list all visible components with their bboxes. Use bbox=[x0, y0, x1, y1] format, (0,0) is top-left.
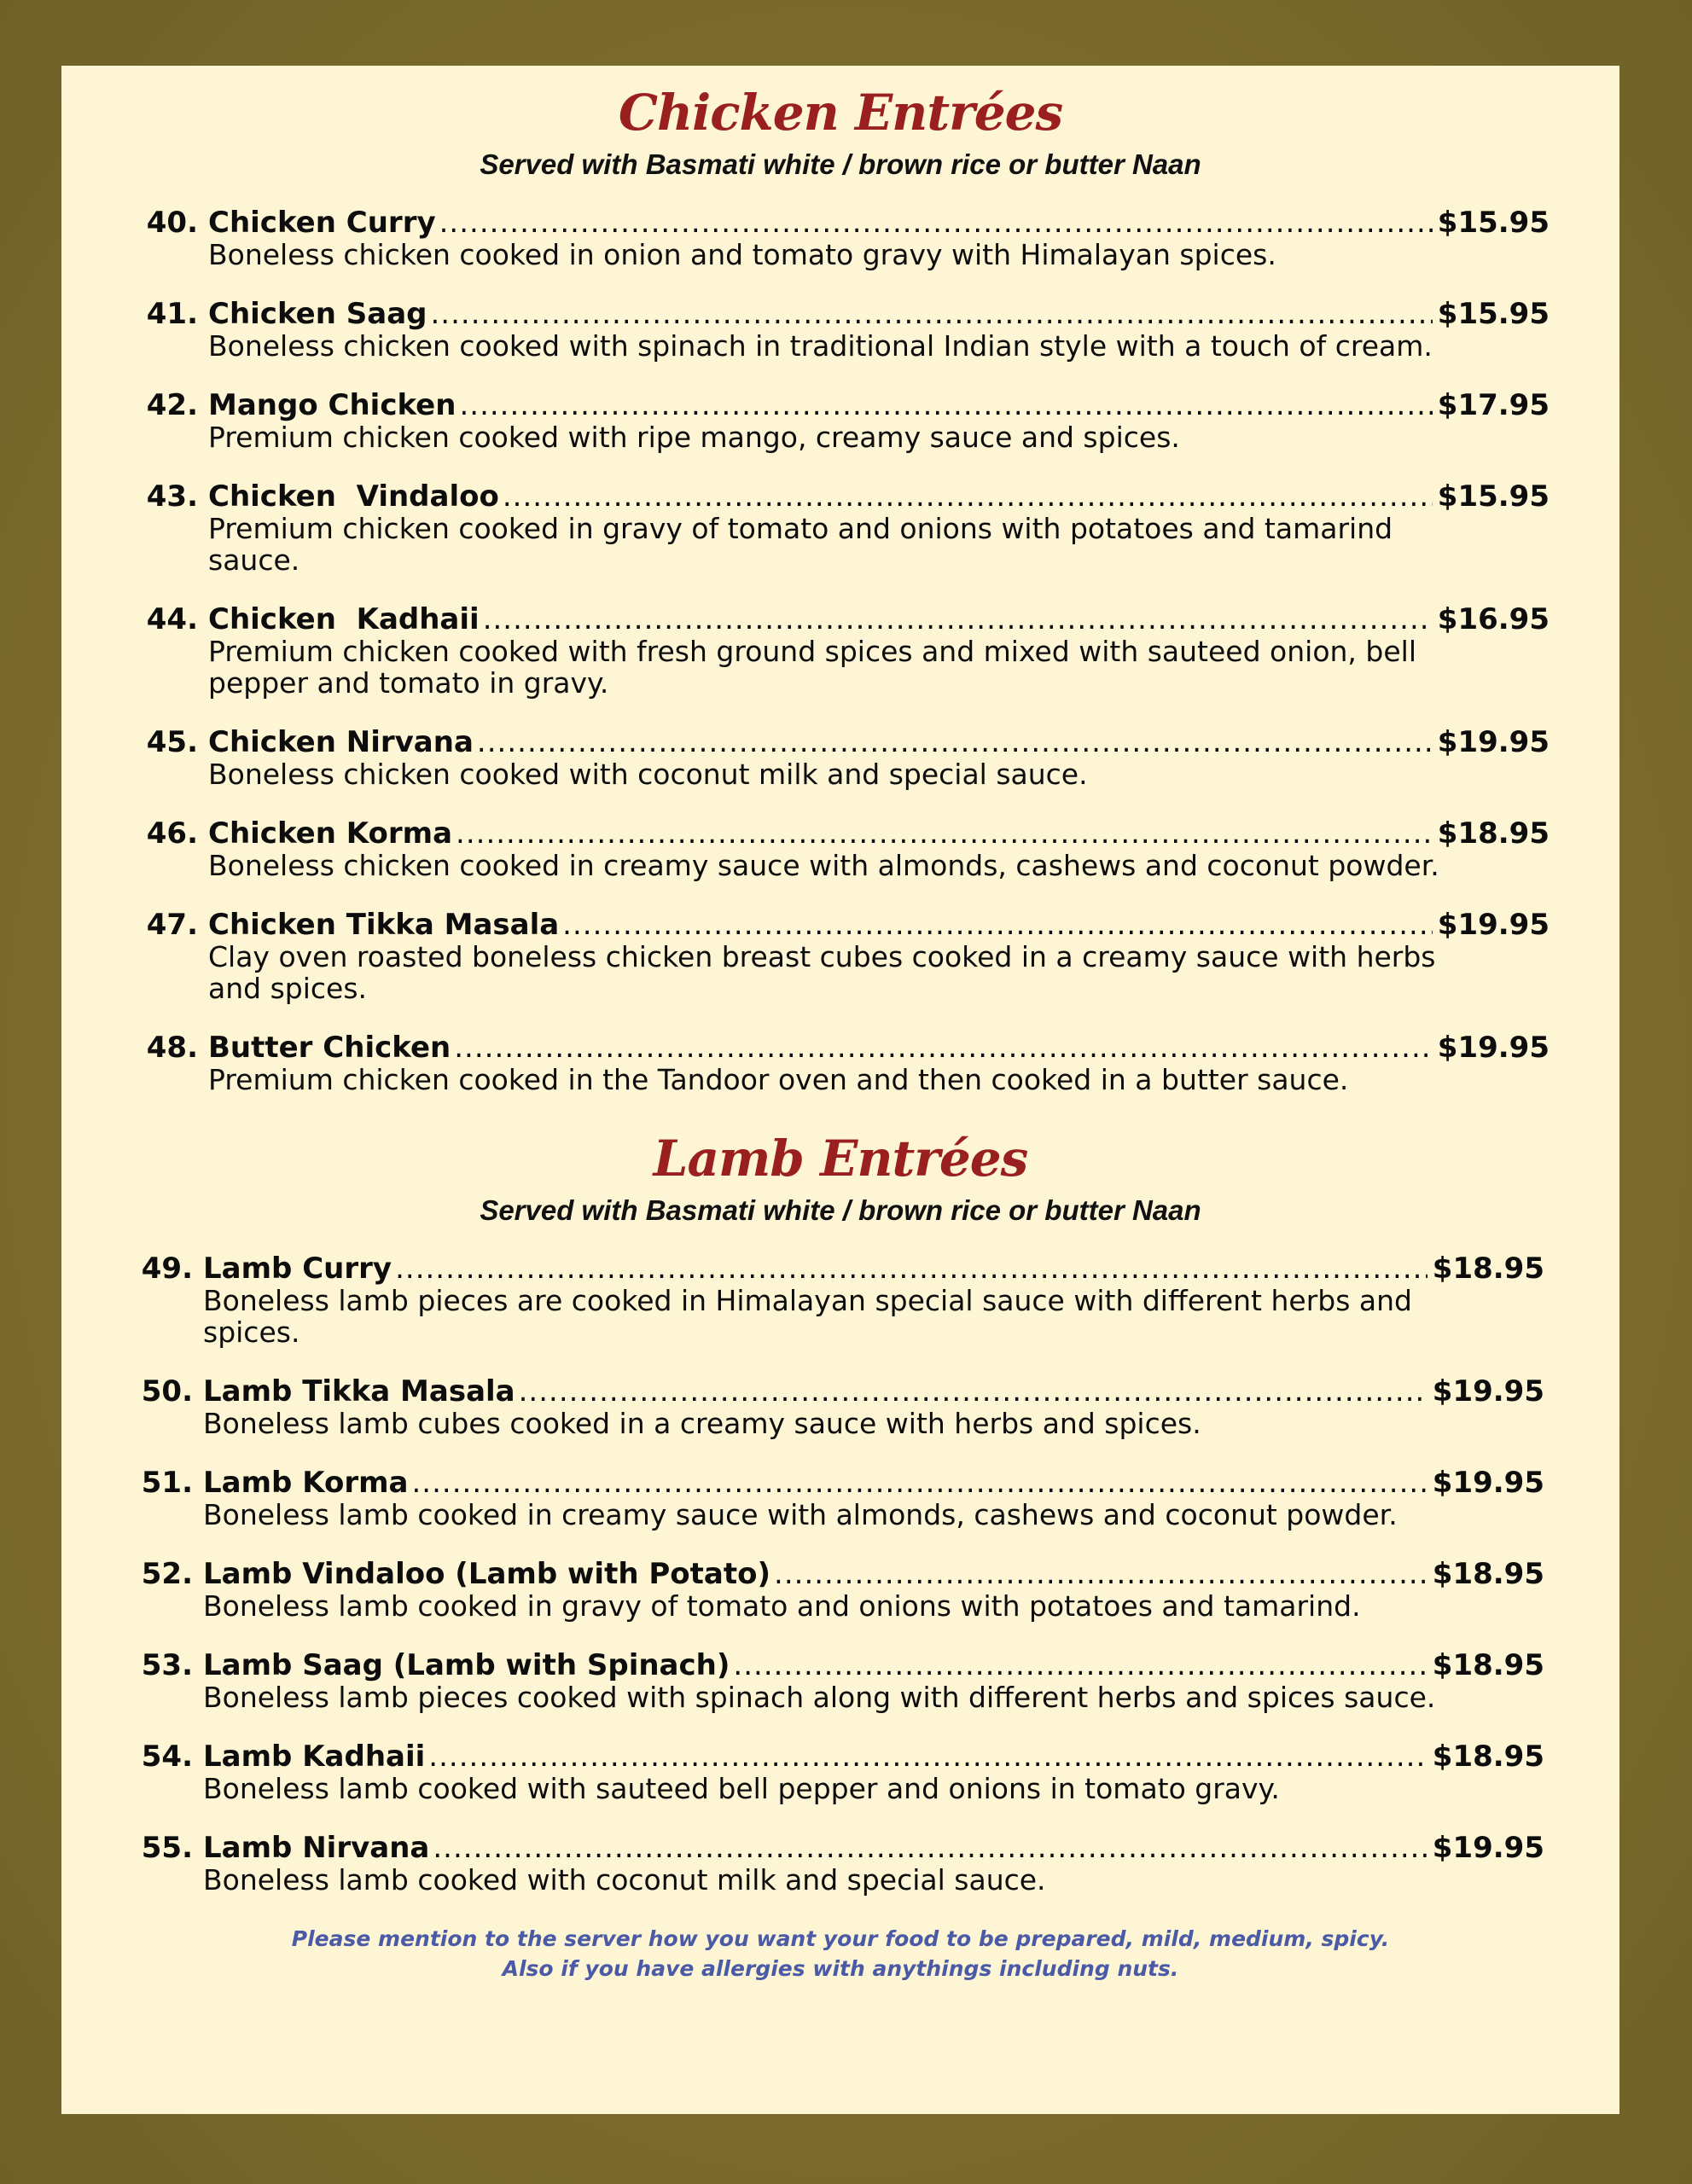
menu-item bbox=[138, 1467, 1544, 1531]
item-name: Chicken Nirvana bbox=[208, 725, 474, 759]
item-name: Lamb Nirvana bbox=[203, 1831, 430, 1865]
item-description: Boneless lamb pieces cooked with spinach along with different herbs and spices sauce. bbox=[203, 1681, 1436, 1714]
item-name: Lamb Tikka Masala bbox=[203, 1374, 515, 1409]
item-price: $16.95 bbox=[1437, 602, 1550, 636]
menu-item bbox=[143, 207, 1550, 270]
item-description: Premium chicken cooked with fresh ground spices and mixed with sauteed onion, bell pepper and tomato in gravy. bbox=[208, 635, 1416, 700]
item-description: Boneless lamb pieces are cooked in Himalayan special sauce with different herbs and spices. bbox=[203, 1284, 1412, 1349]
item-number: 53. bbox=[141, 1648, 193, 1682]
item-description: Premium chicken cooked with ripe mango, creamy sauce and spices. bbox=[208, 421, 1180, 454]
dot-leader bbox=[774, 1559, 1427, 1590]
dot-leader bbox=[430, 299, 1432, 330]
dot-leader bbox=[439, 207, 1433, 239]
menu-item bbox=[138, 1559, 1544, 1622]
item-price: $15.95 bbox=[1437, 479, 1550, 514]
item-description: Boneless chicken cooked in onion and tomato gravy with Himalayan spices. bbox=[208, 238, 1276, 271]
lamb-menu-list bbox=[138, 1253, 1544, 1896]
item-name: Lamb Curry bbox=[203, 1252, 392, 1286]
dot-leader bbox=[562, 909, 1433, 941]
item-number: 48. bbox=[146, 1031, 198, 1065]
menu-item bbox=[138, 1650, 1544, 1713]
allergy-note-line-1: Please mention to the server how you want your food to be prepared, mild, medium, spicy. bbox=[291, 1926, 1390, 1951]
item-price: $18.95 bbox=[1432, 1740, 1544, 1774]
item-number: 54. bbox=[141, 1740, 193, 1774]
item-number: 47. bbox=[146, 908, 198, 942]
dot-leader bbox=[483, 604, 1433, 636]
menu-item bbox=[138, 1741, 1544, 1804]
menu-item bbox=[143, 390, 1550, 453]
dot-leader bbox=[411, 1467, 1427, 1499]
item-description: Boneless chicken cooked with spinach in traditional Indian style with a touch of cream. bbox=[208, 329, 1433, 363]
item-price: $19.95 bbox=[1437, 1031, 1550, 1065]
item-price: $18.95 bbox=[1432, 1252, 1544, 1286]
dot-leader bbox=[519, 1376, 1427, 1408]
chicken-menu-list bbox=[143, 207, 1550, 1095]
item-name: Chicken Tikka Masala bbox=[208, 908, 560, 942]
item-description: Boneless lamb cooked with sauteed bell pepper and onions in tomato gravy. bbox=[203, 1772, 1280, 1805]
item-number: 42. bbox=[146, 388, 198, 422]
item-name: Chicken Saag bbox=[208, 297, 427, 331]
item-name: Chicken Kadhaii bbox=[208, 602, 480, 636]
item-name: Chicken Korma bbox=[208, 816, 453, 851]
dot-leader bbox=[395, 1253, 1427, 1285]
item-price: $17.95 bbox=[1437, 388, 1550, 422]
item-name: Lamb Kadhaii bbox=[203, 1740, 426, 1774]
item-number: 46. bbox=[146, 816, 198, 851]
item-name: Chicken Curry bbox=[208, 206, 436, 240]
item-price: $18.95 bbox=[1437, 816, 1550, 851]
item-name: Lamb Vindaloo (Lamb with Potato) bbox=[203, 1557, 771, 1591]
item-name: Mango Chicken bbox=[208, 388, 456, 422]
dot-leader bbox=[477, 727, 1433, 758]
item-price: $18.95 bbox=[1432, 1648, 1544, 1682]
item-description: Premium chicken cooked in the Tandoor oven and then cooked in a butter sauce. bbox=[208, 1063, 1349, 1096]
item-description: Premium chicken cooked in gravy of tomato and onions with potatoes and tamarind sauce. bbox=[208, 512, 1393, 577]
item-price: $19.95 bbox=[1437, 725, 1550, 759]
item-number: 52. bbox=[141, 1557, 193, 1591]
item-number: 50. bbox=[141, 1374, 193, 1409]
item-description: Boneless chicken cooked with coconut milk and special sauce. bbox=[208, 758, 1088, 791]
menu-item bbox=[143, 481, 1550, 576]
item-number: 49. bbox=[141, 1252, 193, 1286]
dot-leader bbox=[454, 1032, 1433, 1064]
item-description: Boneless lamb cubes cooked in a creamy sauce with herbs and spices. bbox=[203, 1407, 1201, 1440]
item-number: 55. bbox=[141, 1831, 193, 1865]
item-name: Lamb Korma bbox=[203, 1466, 409, 1500]
menu-item bbox=[138, 1253, 1544, 1348]
item-price: $15.95 bbox=[1437, 297, 1550, 331]
item-price: $19.95 bbox=[1432, 1831, 1544, 1865]
menu-item bbox=[143, 909, 1550, 1004]
item-price: $19.95 bbox=[1432, 1374, 1544, 1409]
dot-leader bbox=[459, 390, 1432, 421]
item-number: 40. bbox=[146, 206, 198, 240]
item-price: $18.95 bbox=[1432, 1557, 1544, 1591]
item-number: 41. bbox=[146, 297, 198, 331]
dot-leader bbox=[433, 1833, 1427, 1864]
item-number: 43. bbox=[146, 479, 198, 514]
item-price: $15.95 bbox=[1437, 206, 1550, 240]
item-number: 45. bbox=[146, 725, 198, 759]
menu-item bbox=[143, 604, 1550, 699]
item-name: Chicken Vindaloo bbox=[208, 479, 499, 514]
menu-item bbox=[138, 1833, 1544, 1896]
lamb-section-title: Lamb Entrées bbox=[653, 1130, 1028, 1188]
item-price: $19.95 bbox=[1432, 1466, 1544, 1500]
item-description: Boneless lamb cooked with coconut milk and special sauce. bbox=[203, 1863, 1046, 1896]
menu-item bbox=[138, 1376, 1544, 1439]
menu-page bbox=[61, 66, 1619, 2114]
dot-leader bbox=[503, 481, 1433, 513]
item-description: Boneless chicken cooked in creamy sauce with almonds, cashews and coconut powder. bbox=[208, 849, 1439, 882]
menu-item bbox=[143, 1032, 1550, 1095]
dot-leader bbox=[428, 1741, 1427, 1773]
item-number: 51. bbox=[141, 1466, 193, 1500]
lamb-section bbox=[61, 1124, 1619, 1896]
item-number: 44. bbox=[146, 602, 198, 636]
item-description: Boneless lamb cooked in creamy sauce with almonds, cashews and coconut powder. bbox=[203, 1498, 1398, 1531]
menu-item bbox=[143, 299, 1550, 362]
chicken-section-title: Chicken Entrées bbox=[618, 84, 1063, 142]
item-name: Lamb Saag (Lamb with Spinach) bbox=[203, 1648, 730, 1682]
menu-item bbox=[143, 818, 1550, 881]
item-price: $19.95 bbox=[1437, 908, 1550, 942]
allergy-note bbox=[61, 1924, 1619, 1984]
item-description: Boneless lamb cooked in gravy of tomato and onions with potatoes and tamarind. bbox=[203, 1589, 1361, 1623]
dot-leader bbox=[456, 818, 1433, 850]
chicken-section-subtitle: Served with Basmati white / brown rice or butter Naan bbox=[480, 148, 1201, 180]
lamb-section-subtitle: Served with Basmati white / brown rice or butter Naan bbox=[480, 1194, 1201, 1226]
item-description: Clay oven roasted boneless chicken breast cubes cooked in a creamy sauce with herbs and spices. bbox=[208, 940, 1436, 1005]
allergy-note-line-2: Also if you have allergies with anythings including nuts. bbox=[502, 1956, 1179, 1981]
menu-item bbox=[143, 727, 1550, 790]
item-name: Butter Chicken bbox=[208, 1031, 451, 1065]
dot-leader bbox=[733, 1650, 1427, 1682]
